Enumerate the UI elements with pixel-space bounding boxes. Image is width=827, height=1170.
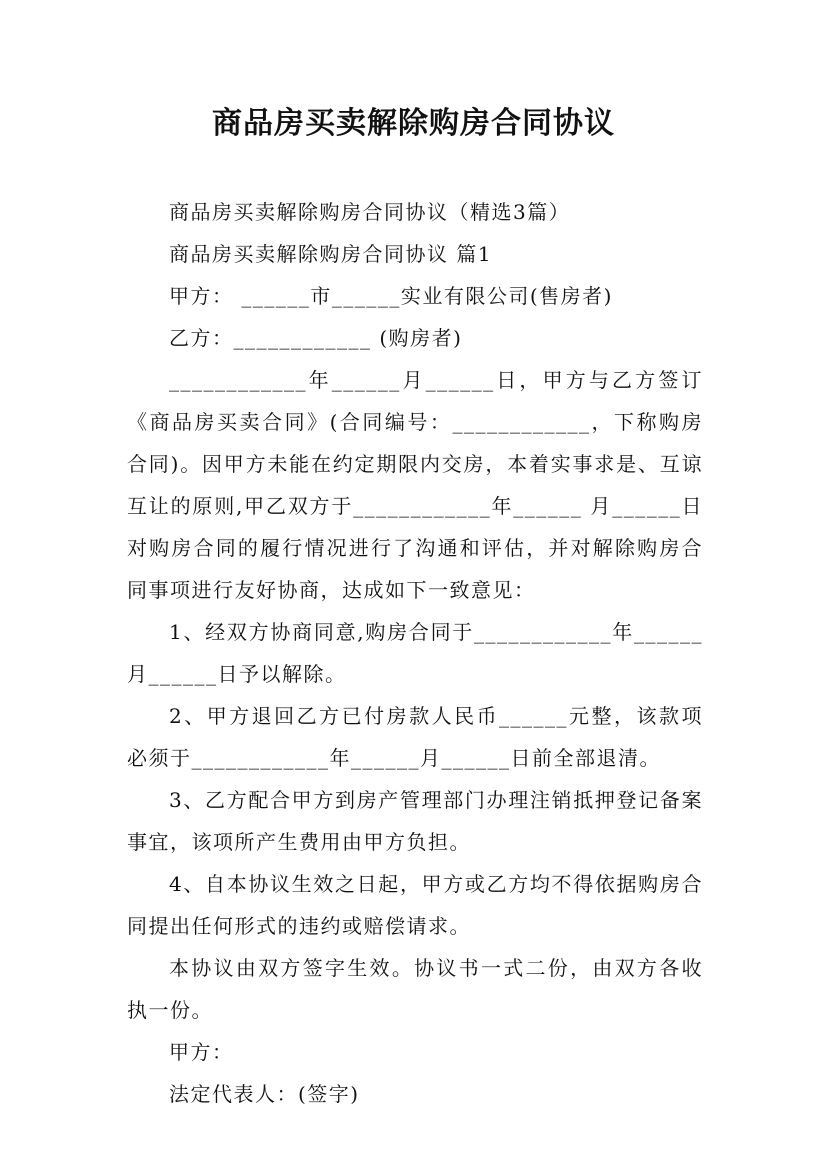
clause-2: 2、甲方退回乙方已付房款人民币______元整，该款项必须于____________年______月______日前全部退清。 xyxy=(127,704,703,770)
signature-party-a: 甲方： xyxy=(169,1040,234,1064)
party-b-line: 乙方：____________ (购房者) xyxy=(169,326,463,350)
section-heading: 商品房买卖解除购房合同协议 篇1 xyxy=(169,242,493,266)
subtitle-paragraph: 商品房买卖解除购房合同协议（精选3篇） xyxy=(169,200,571,224)
document-body xyxy=(127,191,703,1115)
preamble-paragraph: ____________年______月______日，甲方与乙方签订《商品房买卖合同》(合同编号：____________，下称购房合同)。因甲方未能在约定期限内交房，本着实事求是、互谅互让的原则,甲乙双方于____________年______ 月______日对购房合同的履行情况进行了沟通和评估，并对解除购房合同事项进行友好协商，达成如下一致意见： xyxy=(127,368,703,602)
signature-legal-representative: 法定代表人：(签字) xyxy=(169,1082,360,1106)
party-a-line: 甲方： ______市______实业有限公司(售房者) xyxy=(169,284,613,308)
clause-4: 4、自本协议生效之日起，甲方或乙方均不得依据购房合同提出任何形式的违约或赔偿请求。 xyxy=(127,872,703,938)
document-title: 商品房买卖解除购房合同协议 xyxy=(212,106,615,141)
clause-3: 3、乙方配合甲方到房产管理部门办理注销抵押登记备案事宜，该项所产生费用由甲方负担。 xyxy=(127,788,703,854)
effectiveness-paragraph: 本协议由双方签字生效。协议书一式二份，由双方各收执一份。 xyxy=(127,956,703,1022)
clause-1: 1、经双方协商同意,购房合同于____________年______月______日予以解除。 xyxy=(127,620,703,686)
